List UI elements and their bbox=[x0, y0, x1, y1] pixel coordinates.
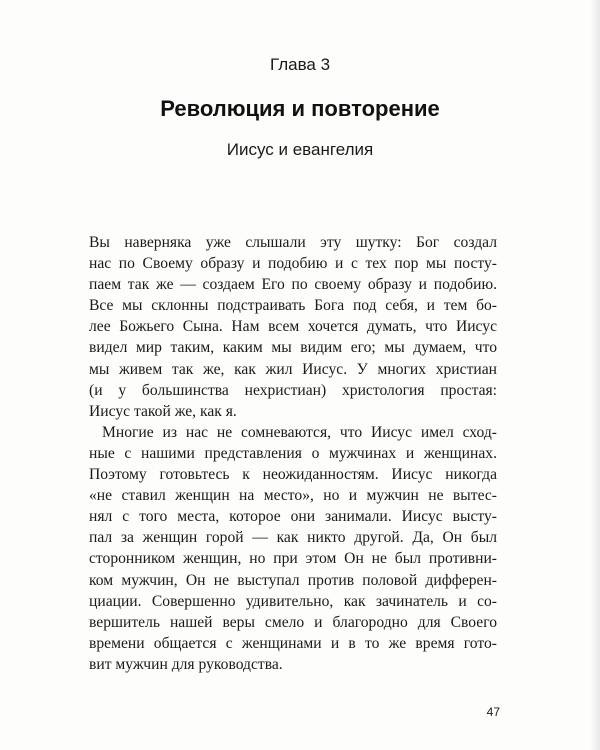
text-line: паем так же — создаем Его по своему образу и подобию. bbox=[89, 276, 497, 294]
text-line: Поэтому готовьтесь к неожиданностям. Иисус никогда bbox=[89, 466, 497, 484]
page-number: 47 bbox=[486, 705, 500, 719]
text-line: нял с того места, которое они занимали. Иисус высту- bbox=[89, 508, 497, 526]
text-line: времени общается с женщинами и в то же время гото- bbox=[89, 634, 497, 652]
text-line: видел мир таким, каким мы видим его; мы думаем, что bbox=[89, 339, 497, 357]
text-line: Вы наверняка уже слышали эту шутку: Бог создал bbox=[89, 234, 497, 251]
chapter-title: Революция и повторение bbox=[160, 96, 440, 121]
text-line: мы живем так же, как жил Иисус. У многих христиан bbox=[89, 360, 497, 378]
text-line: лее Божьего Сына. Нам всем хочется думать, что Иисус bbox=[89, 318, 497, 336]
section-title: Иисус и евангелия bbox=[226, 140, 374, 159]
chapter-label: Глава 3 bbox=[269, 55, 331, 74]
paragraph-2 bbox=[89, 422, 497, 675]
text-line: сторонником женщин, но при этом Он не был противни- bbox=[89, 550, 497, 568]
text-line: вершитель нашей веры смело и благородно для Своего bbox=[89, 613, 497, 631]
body-text bbox=[89, 232, 497, 675]
text-line: пал за женщин горой — как никто другой. Да, Он был bbox=[89, 529, 497, 547]
text-line: нас по Своему образу и подобию и с тех пор мы посту- bbox=[89, 255, 497, 273]
text-line: Многие из нас не сомневаются, что Иисус имел сход- bbox=[102, 423, 497, 441]
text-line: (и у большинства нехристиан) христология простая: bbox=[89, 381, 497, 399]
text-line: вит мужчин для руководства. bbox=[89, 655, 283, 673]
paragraph-1 bbox=[89, 232, 497, 422]
text-line: Иисус такой же, как я. bbox=[89, 402, 237, 420]
text-line: ные с нашими представления о мужчинах и женщинах. bbox=[89, 444, 497, 462]
text-line: «не ставил женщин на место», но и мужчин не вытес- bbox=[89, 487, 497, 505]
text-line: циации. Совершенно удивительно, как зачинатель и со- bbox=[89, 592, 497, 610]
text-line: Все мы склонны подстраивать Бога под себя, и тем бо- bbox=[89, 297, 497, 315]
text-line: ком мужчин, Он не выступал против половой дифферен- bbox=[89, 571, 497, 589]
